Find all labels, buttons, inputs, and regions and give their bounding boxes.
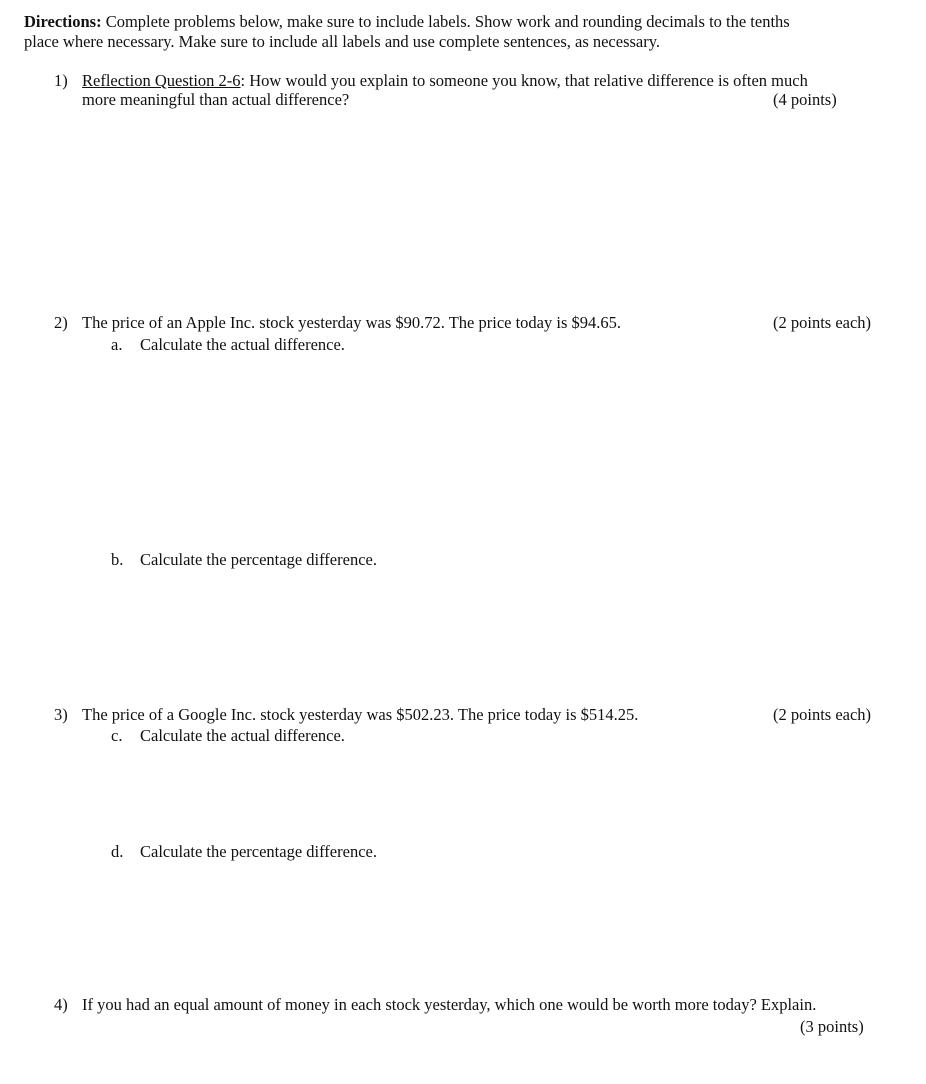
q2-points: (2 points each): [773, 313, 872, 332]
q2-part-a-letter: a.: [111, 335, 123, 354]
directions-label: Directions:: [24, 12, 102, 31]
q3-part-c-letter: c.: [111, 726, 123, 745]
directions-line2: place where necessary. Make sure to include all labels and use complete sentences, as necessary.: [24, 32, 661, 51]
q3-part-d-letter: d.: [111, 842, 124, 861]
q1-line1: [82, 71, 808, 91]
q4-points: (3 points): [800, 1017, 864, 1036]
q1-text-line2: more meaningful than actual difference?: [82, 90, 350, 109]
q2-part-b-text: Calculate the percentage difference.: [140, 550, 377, 569]
q3-part-d-text: Calculate the percentage difference.: [140, 842, 377, 861]
q2-number: 2): [54, 313, 68, 332]
q4-number: 4): [54, 995, 68, 1014]
q2-part-b-letter: b.: [111, 550, 124, 569]
q1-number: 1): [54, 71, 68, 90]
directions: [24, 12, 790, 32]
q1-text-line1: : How would you explain to someone you know, that relative difference is often much: [240, 71, 808, 90]
q3-text: The price of a Google Inc. stock yesterday was $502.23. The price today is $514.25.: [82, 705, 639, 724]
q2-part-a-text: Calculate the actual difference.: [140, 335, 345, 354]
directions-line1: Complete problems below, make sure to include labels. Show work and rounding decimals to the tenths: [105, 12, 790, 31]
q1-title: Reflection Question 2-6: [82, 71, 241, 90]
q1-points: (4 points): [773, 90, 837, 109]
q2-text: The price of an Apple Inc. stock yesterday was $90.72. The price today is $94.65.: [82, 313, 622, 332]
q3-part-c-text: Calculate the actual difference.: [140, 726, 345, 745]
q4-text: If you had an equal amount of money in each stock yesterday, which one would be worth more today? Explain.: [82, 995, 817, 1014]
q3-points: (2 points each): [773, 705, 872, 724]
q3-number: 3): [54, 705, 68, 724]
